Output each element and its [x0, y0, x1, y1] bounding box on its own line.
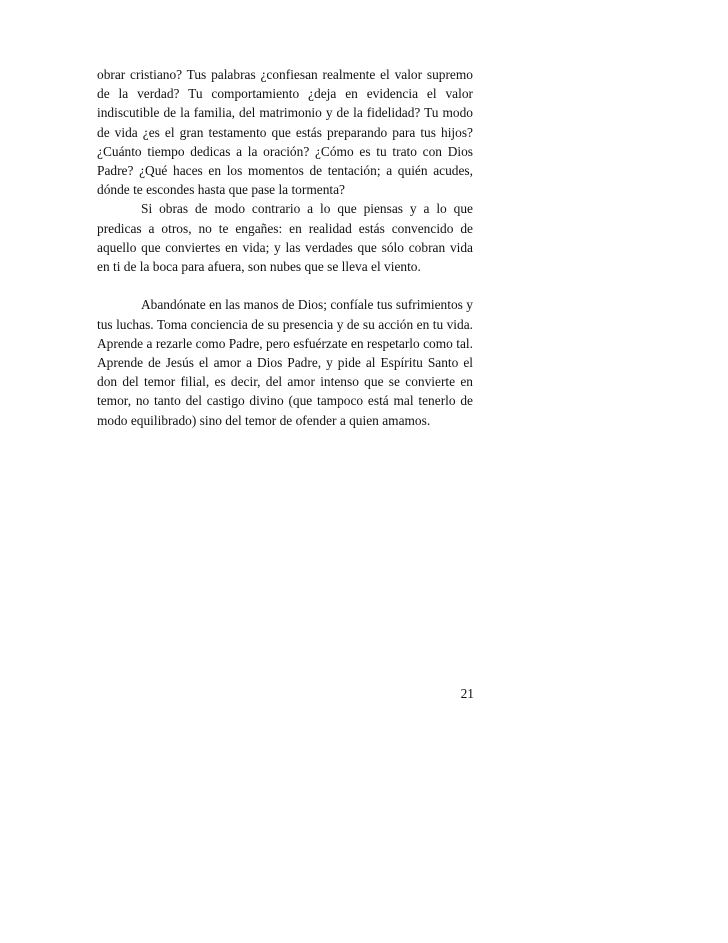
- paragraph-obras: Si obras de modo contrario a lo que piensas y a lo que predicas a otros, no te engañes: en realidad estás convencido de aquello que conviertes en vida; y las verdades que sólo cobran vida en ti de la boca para afuera, son nubes que se lleva el viento.: [97, 201, 473, 275]
- paragraph-abandonate: Abandónate en las manos de Dios; confíale tus sufrimientos y tus luchas. Toma conciencia de su presencia y de su acción en tu vida. Aprende a rezarle como Padre, pero esfuérzate en respetarlo como tal. Aprende de Jesús el amor a Dios Padre, y pide al Espíritu Santo el don del temor filial, es decir, del amor intenso que se convierte en temor, no tanto del castigo divino (que tampoco está mal tenerlo de modo equilibrado) sino del temor de ofender a quien amamos.: [97, 297, 473, 428]
- paragraph-continuation: obrar cristiano? Tus palabras ¿confiesan realmente el valor supremo de la verdad? Tu comportamiento ¿deja en evidencia el valor indiscutible de la familia, del matrimonio y de la fidelidad? Tu modo de vida ¿es el gran testamento que estás preparando para tus hijos? ¿Cuánto tiempo dedicas a la oración? ¿Cómo es tu trato con Dios Padre? ¿Qué haces en los momentos de tentación; a quién acudes, dónde te escondes hasta que pase la tormenta?: [97, 67, 473, 198]
- body-text: [97, 65, 473, 430]
- page-number: 21: [460, 686, 474, 701]
